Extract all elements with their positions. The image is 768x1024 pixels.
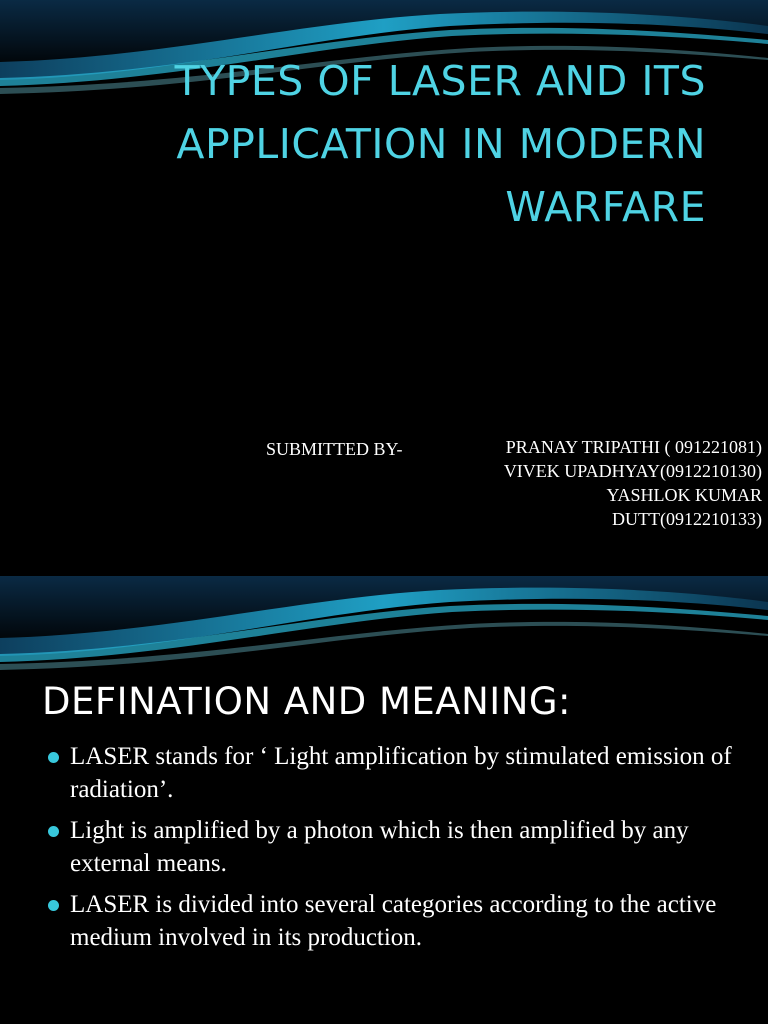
author-line: DUTT(0912210133) xyxy=(612,509,762,529)
bullet-item xyxy=(48,888,738,954)
bullet-text: LASER stands for ‘ Light amplification by stimulated emission of radiation’. xyxy=(70,743,732,803)
bullet-list xyxy=(48,740,738,962)
bullet-dot-icon xyxy=(48,752,59,763)
author-line: YASHLOK KUMAR xyxy=(606,485,762,505)
title-line: TYPES OF LASER AND ITS xyxy=(174,57,706,105)
title-line: WARFARE xyxy=(505,183,706,231)
slide-title-heading xyxy=(66,50,706,239)
slide-definition xyxy=(0,576,768,1024)
bullet-item xyxy=(48,740,738,806)
author-line: PRANAY TRIPATHI ( 091221081) xyxy=(505,437,762,457)
bullet-text: LASER is divided into several categories according to the active medium involved in its production. xyxy=(70,891,717,951)
slide-heading: DEFINATION AND MEANING: xyxy=(42,680,572,723)
bullet-dot-icon xyxy=(48,900,59,911)
bullet-dot-icon xyxy=(48,826,59,837)
submitted-by-label: SUBMITTED BY- xyxy=(266,439,403,459)
bullet-item xyxy=(48,814,738,880)
authors-list xyxy=(452,435,762,531)
wave-decoration xyxy=(0,576,768,686)
title-line: APPLICATION IN MODERN xyxy=(176,120,706,168)
bullet-text: Light is amplified by a photon which is then amplified by any external means. xyxy=(70,817,689,877)
author-line: VIVEK UPADHYAY(0912210130) xyxy=(503,461,762,481)
